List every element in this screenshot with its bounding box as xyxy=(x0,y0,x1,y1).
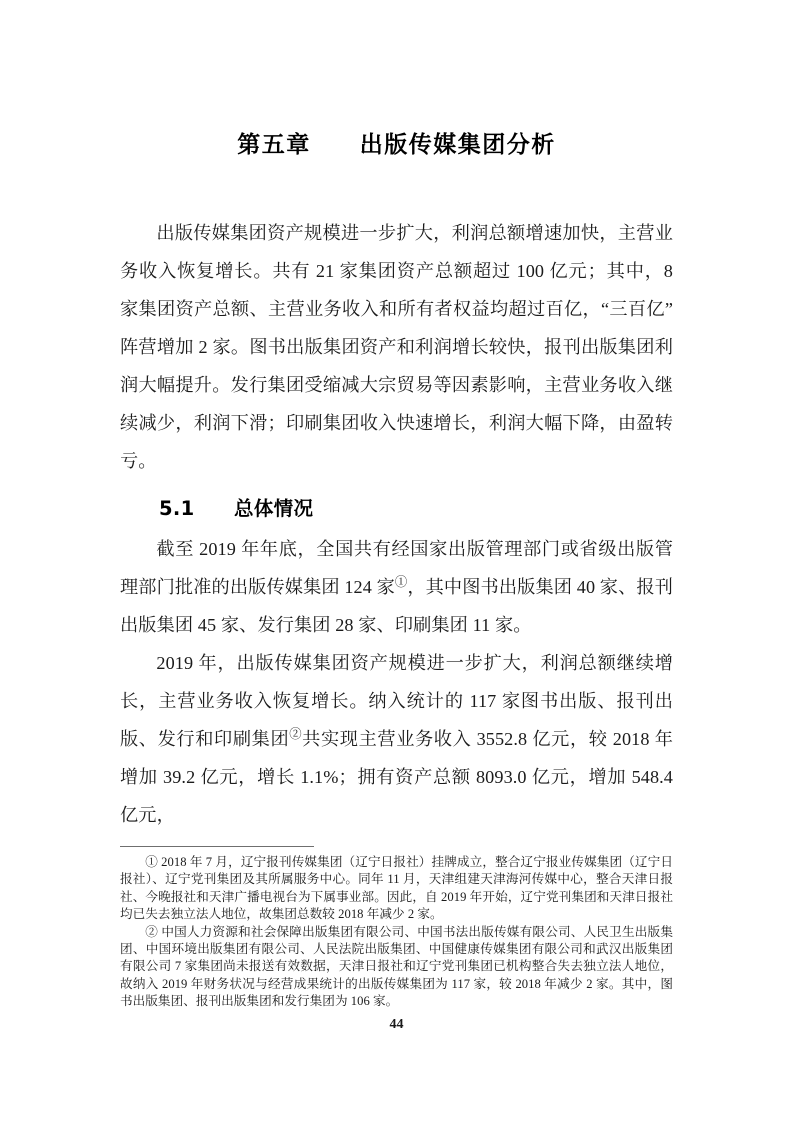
footnote-area xyxy=(120,846,673,1011)
intro-paragraph: 出版传媒集团资产规模进一步扩大，利润总额增速加快，主营业务收入恢复增长。共有 21 家集团资产总额超过 100 亿元；其中，8 家集团资产总额、主营业务收入和所有者权益均超过百亿，“三百亿”阵营增加 2 家。图书出版集团资产和利润增长较快，报刊出版集团利润大幅提升。发行集团受缩减大宗贸易等因素影响，主营业务收入继续减少，利润下滑；印刷集团收入快速增长，利润大幅下降，由盈转亏。 xyxy=(120,223,673,471)
footnote-separator-rule xyxy=(120,846,314,847)
footnote-ref-1[interactable]: ① xyxy=(394,574,408,589)
page-number: 44 xyxy=(389,1017,404,1032)
section-heading-5-1: 5.1 总体情况 xyxy=(159,497,314,520)
footnote-ref-2[interactable]: ② xyxy=(289,726,303,741)
body-text-block xyxy=(120,214,673,834)
chapter-title: 第五章 出版传媒集团分析 xyxy=(237,132,556,159)
section-paragraph-2 xyxy=(120,644,673,834)
section-paragraph-2-text-a: 2019 年，出版传媒集团资产规模进一步扩大，利润总额继续增长，主营业务收入恢复增长。纳入统计的 117 家图书出版、报刊出版、发行和印刷集团 xyxy=(120,653,673,749)
footnote-item-1: ① 2018 年 7 月，辽宁报刊传媒集团（辽宁日报社）挂牌成立，整合辽宁报业传媒集团（辽宁日报社）、辽宁党刊集团及其所属服务中心。同年 11 月，天津组建天津海河传媒中心，整合天津日报社、今晚报社和天津广播电视台为下属事业部。因此，自 2019 年开始，辽宁党刊集团和天津日报社均已失去独立法人地位，故集团总数较 2018 年减少 2 家。 xyxy=(120,855,673,922)
section-paragraph-1-text-a: 截至 2019 年年底，全国共有经国家出版管理部门或省级出版管理部门批准的出版传媒集团 124 家 xyxy=(120,539,673,597)
section-paragraph-1 xyxy=(120,530,673,644)
section-paragraph-1-text-b: ，其中图书出版集团 40 家、报刊出版集团 45 家、发行集团 28 家、印刷集团 11 家。 xyxy=(120,577,674,635)
footnote-item-2: ② 中国人力资源和社会保障出版集团有限公司、中国书法出版传媒有限公司、人民卫生出版集团、中国环境出版集团有限公司、人民法院出版集团、中国健康传媒集团有限公司和武汉出版集团有限公司 7 家集团尚未报送有效数据，天津日报社和辽宁党刊集团已机构整合失去独立法人地位，故纳入 2019 年财务状况与经营成果统计的出版传媒集团为 117 家，较 2018 年减少 2 家。其中，图书出版集团、报刊出版集团和发行集团为 106 家。 xyxy=(120,924,673,1009)
section-paragraph-2-text-b: 共实现主营业务收入 3552.8 亿元，较 2018 年增加 39.2 亿元，增长 1.1%；拥有资产总额 8093.0 亿元，增加 548.4 亿元， xyxy=(120,729,673,825)
